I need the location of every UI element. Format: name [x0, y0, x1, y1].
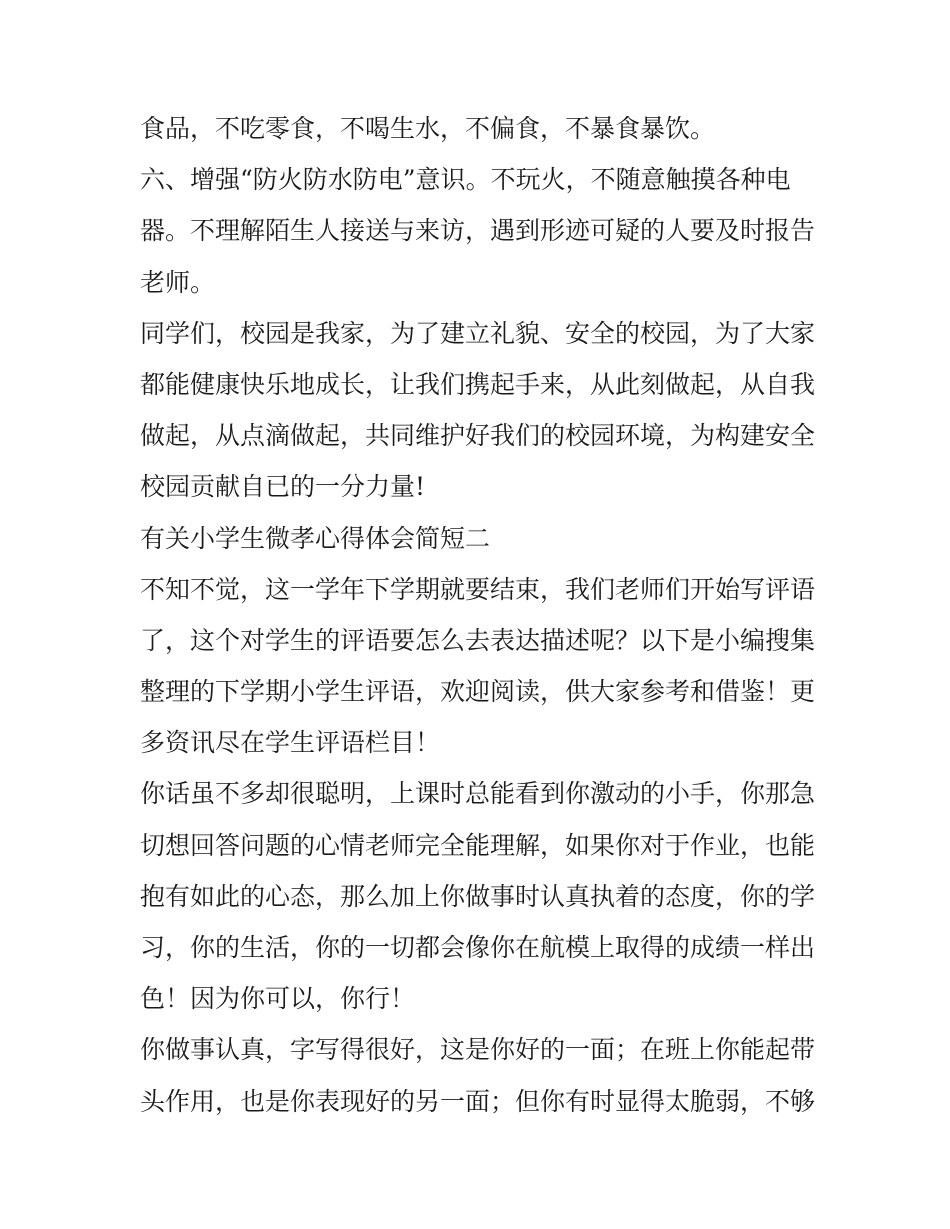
text-line: 多资讯尽在学生评语栏目！ [140, 728, 441, 758]
text-line: 整理的下学期小学生评语，欢迎阅读，供大家参考和借鉴！更 [140, 677, 816, 707]
text-line: 切想回答问题的心情老师完全能理解，如果你对于作业，也能 [140, 830, 816, 860]
text-line: 都能健康快乐地成长，让我们携起手来，从此刻做起，从自我 [140, 369, 816, 399]
text-line: 同学们，校园是我家，为了建立礼貌、安全的校园，为了大家 [140, 318, 816, 348]
text-line: 了，这个对学生的评语要怎么去表达描述呢？以下是小编搜集 [140, 625, 816, 655]
text-line: 做起，从点滴做起，共同维护好我们的校园环境，为构建安全 [140, 421, 816, 451]
text-line: 抱有如此的心态，那么加上你做事时认真执着的态度，你的学 [140, 881, 816, 911]
text-line: 老师。 [140, 267, 216, 297]
text-line: 你话虽不多却很聪明，上课时总能看到你激动的小手，你那急 [140, 779, 816, 809]
document-body [140, 103, 820, 1127]
text-line: 习，你的生活，你的一切都会像你在航模上取得的成绩一样出 [140, 933, 816, 962]
text-line: 不知不觉，这一学年下学期就要结束，我们老师们开始写评语 [140, 574, 816, 604]
text-line: 食品，不吃零食，不喝生水，不偏食，不暴食暴饮。 [140, 114, 716, 143]
text-line: 器。不理解陌生人接送与来访，遇到形迹可疑的人要及时报告 [140, 216, 816, 246]
text-line: 你做事认真，字写得很好，这是你好的一面；在班上你能起带 [140, 1035, 816, 1065]
section-heading: 有关小学生微孝心得体会简短二 [140, 523, 491, 553]
text-line: 校园贡献自已的一分力量! [140, 472, 426, 502]
text-line: 头作用，也是你表现好的另一面；但你有时显得太脆弱，不够 [140, 1086, 816, 1116]
text-line: 色！因为你可以，你行！ [140, 984, 416, 1014]
text-line: 六、增强“防火防水防电”意识。不玩火，不随意触摸各种电 [140, 165, 791, 195]
